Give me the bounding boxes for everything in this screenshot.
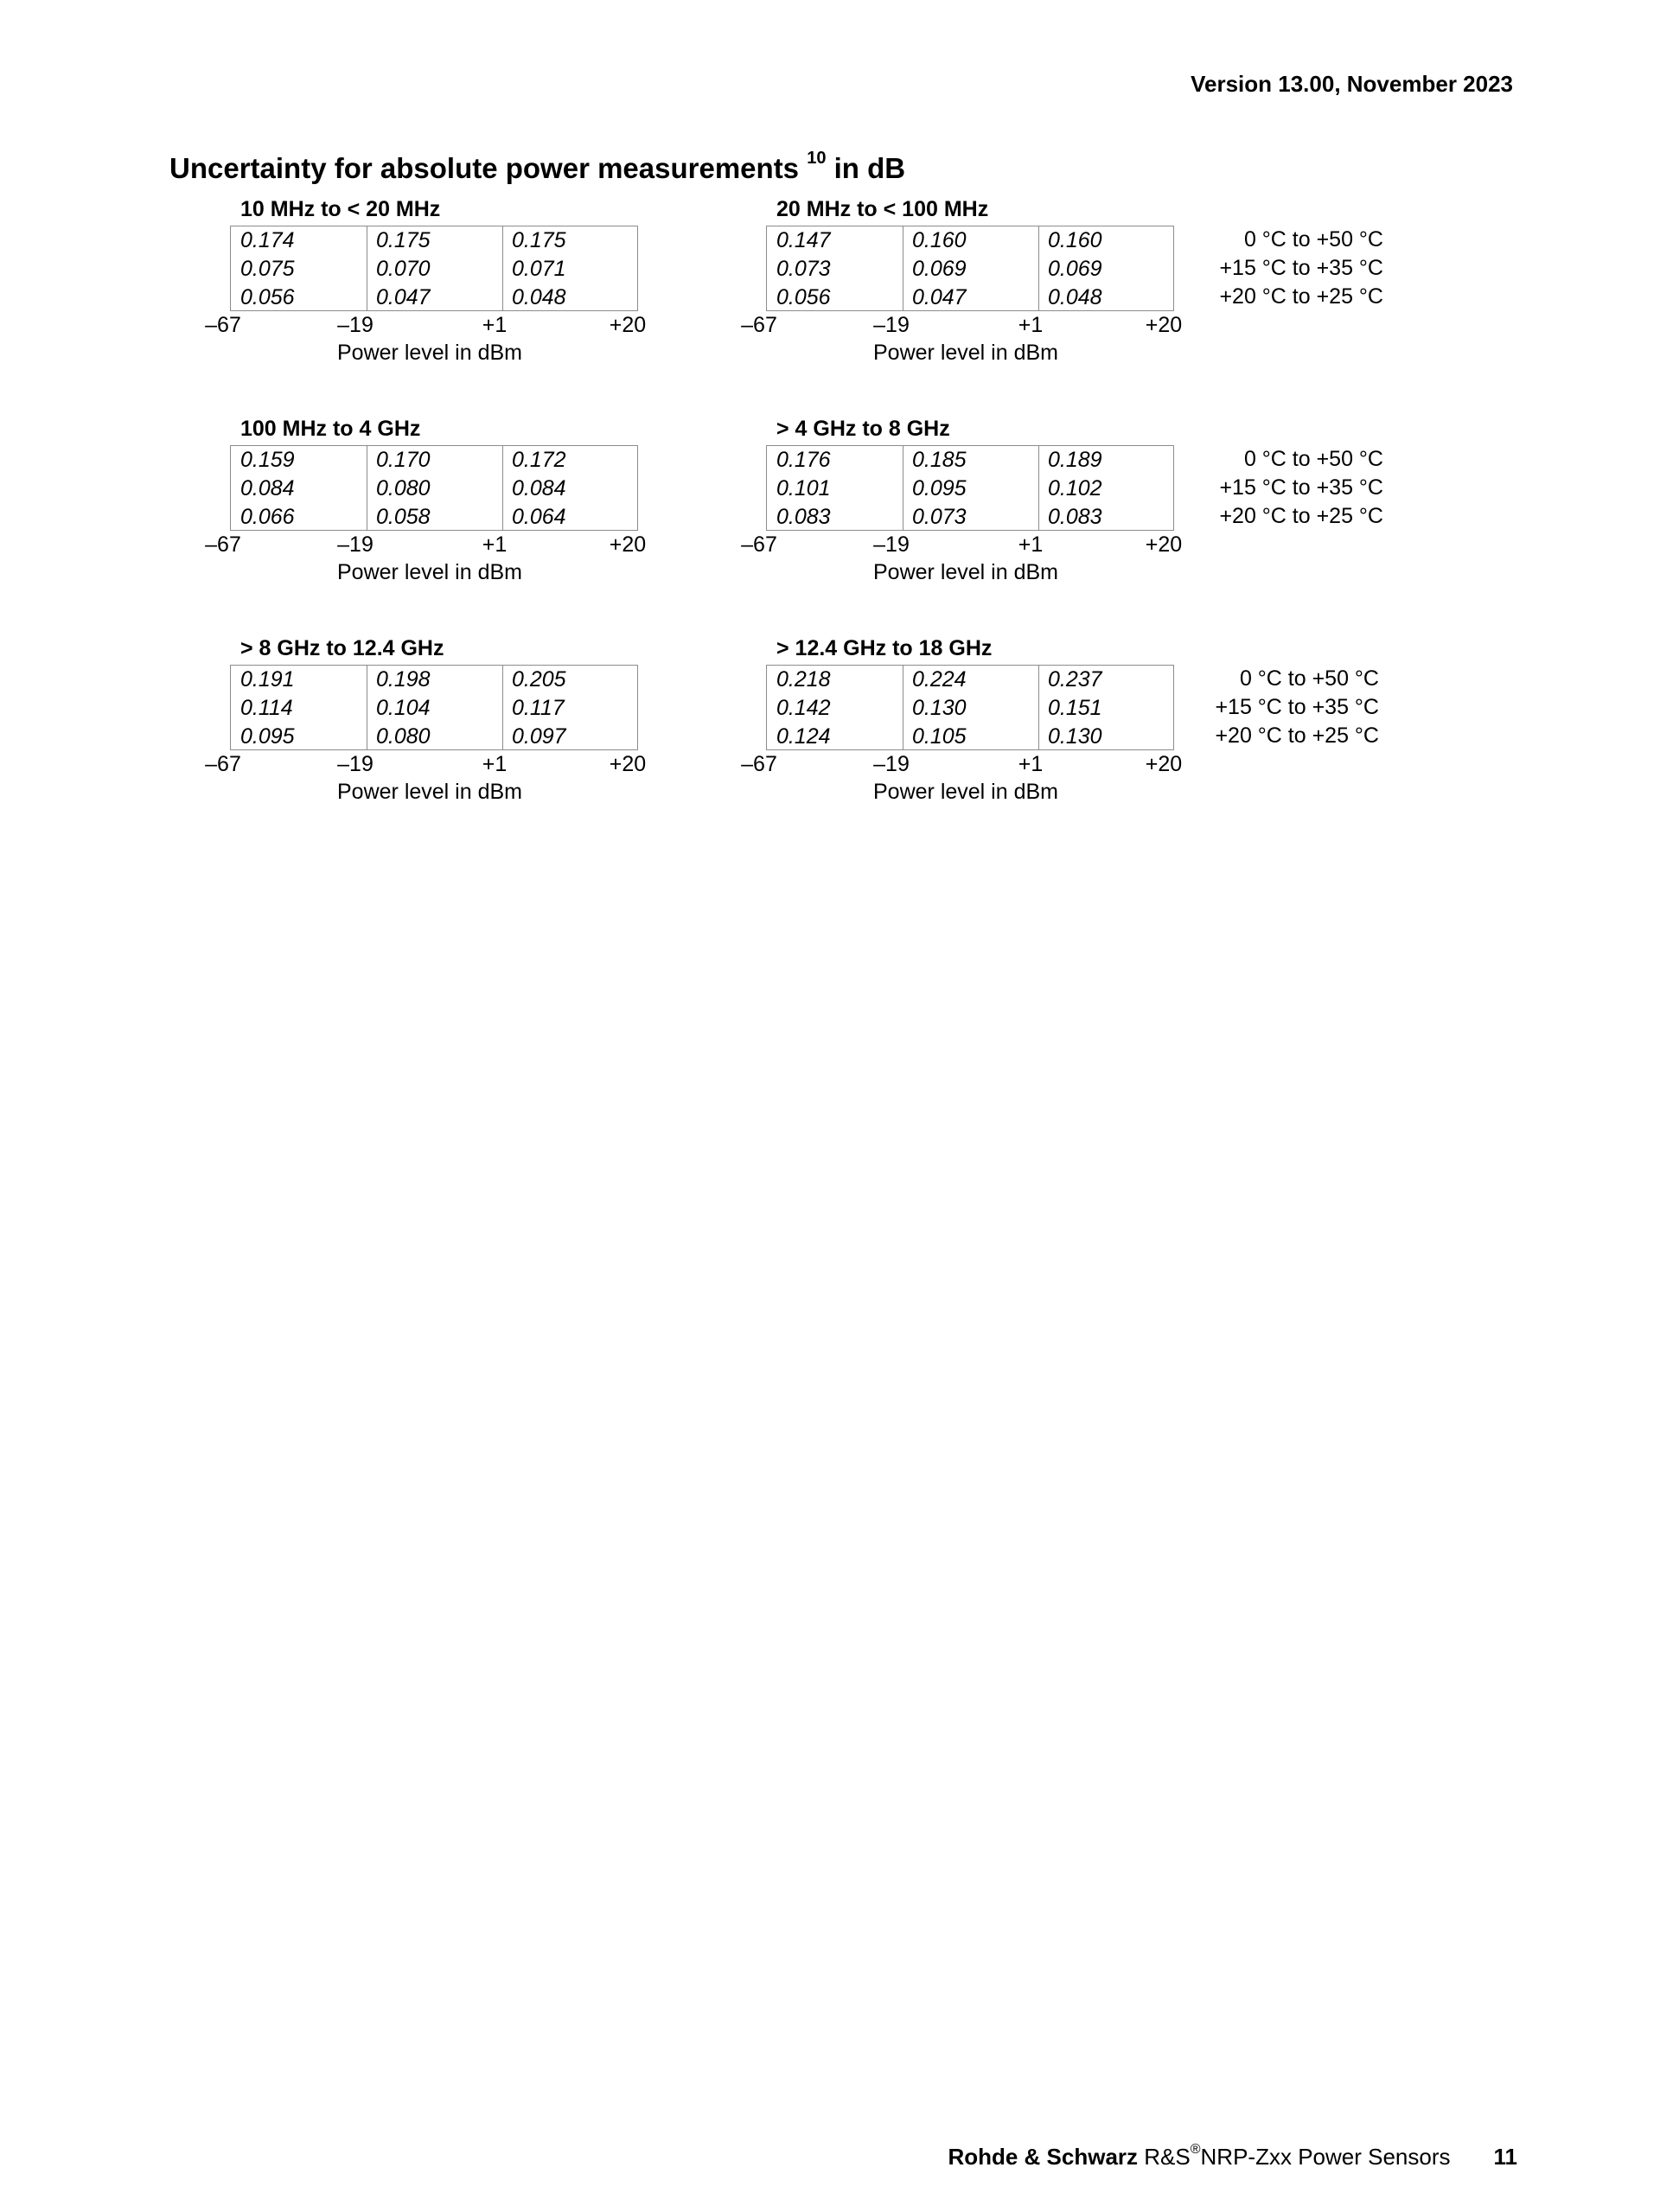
- uncertainty-value: 0.047: [912, 285, 967, 309]
- uncertainty-value: 0.130: [912, 696, 967, 720]
- uncertainty-value: 0.205: [512, 667, 566, 692]
- uncertainty-value: 0.080: [376, 476, 431, 500]
- uncertainty-value: 0.160: [912, 228, 967, 252]
- frequency-range-label: 10 MHz to < 20 MHz: [240, 197, 441, 221]
- power-level-tick: +1: [1018, 532, 1044, 557]
- power-level-tick: –19: [337, 752, 374, 776]
- uncertainty-value: 0.104: [376, 696, 431, 720]
- uncertainty-value: 0.175: [512, 228, 566, 252]
- uncertainty-value: 0.105: [912, 724, 967, 749]
- uncertainty-value: 0.124: [776, 724, 831, 749]
- temperature-range: 0 °C to +50 °C: [1243, 447, 1383, 471]
- grid-divider: [1038, 446, 1039, 530]
- uncertainty-value: 0.189: [1048, 448, 1102, 472]
- uncertainty-value: 0.151: [1048, 696, 1102, 720]
- power-level-tick: –67: [741, 313, 777, 337]
- uncertainty-value: 0.172: [512, 448, 566, 472]
- axis-label: Power level in dBm: [337, 780, 522, 804]
- temperature-range-labels: [1176, 445, 1383, 531]
- frequency-range-label: > 4 GHz to 8 GHz: [776, 417, 950, 441]
- uncertainty-grid: [766, 226, 1174, 311]
- page-number: 11: [1493, 2144, 1517, 2170]
- power-level-tick: –19: [337, 313, 374, 337]
- uncertainty-value: 0.147: [776, 228, 831, 252]
- uncertainty-value: 0.056: [776, 285, 831, 309]
- uncertainty-value: 0.066: [240, 505, 295, 529]
- uncertainty-value: 0.069: [1048, 257, 1102, 281]
- uncertainty-value: 0.185: [912, 448, 967, 472]
- uncertainty-value: 0.175: [376, 228, 431, 252]
- uncertainty-value: 0.083: [1048, 505, 1102, 529]
- power-level-tick: –19: [873, 313, 910, 337]
- power-level-tick: –19: [873, 532, 910, 557]
- uncertainty-value: 0.101: [776, 476, 831, 500]
- uncertainty-grid: [230, 226, 638, 311]
- section-title-text: Uncertainty for absolute power measurements: [169, 152, 800, 184]
- uncertainty-value: 0.174: [240, 228, 295, 252]
- power-level-tick: –67: [205, 313, 241, 337]
- temperature-range: 0 °C to +50 °C: [1239, 666, 1379, 691]
- footer-product-prefix: R&S: [1144, 2144, 1191, 2170]
- uncertainty-value: 0.191: [240, 667, 295, 692]
- power-level-tick: +1: [1018, 752, 1044, 776]
- uncertainty-value: 0.073: [912, 505, 967, 529]
- temperature-range: +15 °C to +35 °C: [1219, 475, 1383, 500]
- temperature-range-labels: [1172, 665, 1379, 750]
- uncertainty-value: 0.237: [1048, 667, 1102, 692]
- power-level-tick: +20: [609, 532, 647, 557]
- uncertainty-value: 0.095: [912, 476, 967, 500]
- uncertainty-value: 0.084: [512, 476, 566, 500]
- uncertainty-grid: [766, 665, 1174, 750]
- uncertainty-value: 0.083: [776, 505, 831, 529]
- power-level-tick: +1: [482, 532, 508, 557]
- power-level-tick: +20: [609, 313, 647, 337]
- axis-label: Power level in dBm: [337, 341, 522, 365]
- uncertainty-value: 0.160: [1048, 228, 1102, 252]
- uncertainty-value: 0.102: [1048, 476, 1102, 500]
- power-level-tick: –67: [741, 532, 777, 557]
- uncertainty-grid: [230, 665, 638, 750]
- grid-divider: [1038, 666, 1039, 749]
- power-level-tick: –67: [205, 532, 241, 557]
- page-footer: [948, 2144, 1517, 2171]
- uncertainty-value: 0.075: [240, 257, 295, 281]
- uncertainty-value: 0.056: [240, 285, 295, 309]
- uncertainty-value: 0.070: [376, 257, 431, 281]
- temperature-range: +20 °C to +25 °C: [1219, 504, 1383, 528]
- power-level-tick: –19: [873, 752, 910, 776]
- temperature-range: +20 °C to +25 °C: [1215, 724, 1379, 748]
- frequency-range-label: 20 MHz to < 100 MHz: [776, 197, 989, 221]
- uncertainty-value: 0.176: [776, 448, 831, 472]
- uncertainty-value: 0.142: [776, 696, 831, 720]
- power-level-tick: +1: [482, 752, 508, 776]
- uncertainty-value: 0.170: [376, 448, 431, 472]
- power-level-tick: +20: [1145, 752, 1183, 776]
- temperature-range: +20 °C to +25 °C: [1219, 284, 1383, 309]
- power-level-tick: +1: [482, 313, 508, 337]
- uncertainty-value: 0.159: [240, 448, 295, 472]
- temperature-range-labels: [1176, 226, 1383, 311]
- power-level-tick: –19: [337, 532, 374, 557]
- uncertainty-value: 0.048: [512, 285, 566, 309]
- power-level-tick: +1: [1018, 313, 1044, 337]
- footnote-marker: 10: [807, 149, 827, 168]
- power-level-tick: –67: [205, 752, 241, 776]
- document-version: Version 13.00, November 2023: [1191, 71, 1513, 97]
- uncertainty-value: 0.224: [912, 667, 967, 692]
- uncertainty-value: 0.058: [376, 505, 431, 529]
- uncertainty-value: 0.064: [512, 505, 566, 529]
- temperature-range: +15 °C to +35 °C: [1215, 695, 1379, 719]
- axis-label: Power level in dBm: [873, 780, 1058, 804]
- uncertainty-value: 0.048: [1048, 285, 1102, 309]
- uncertainty-value: 0.130: [1048, 724, 1102, 749]
- section-title-unit: in dB: [833, 152, 906, 184]
- grid-divider: [502, 446, 503, 530]
- power-level-tick: +20: [609, 752, 647, 776]
- uncertainty-value: 0.084: [240, 476, 295, 500]
- uncertainty-value: 0.069: [912, 257, 967, 281]
- grid-divider: [502, 666, 503, 749]
- section-title: [169, 149, 906, 185]
- power-level-tick: –67: [741, 752, 777, 776]
- uncertainty-value: 0.198: [376, 667, 431, 692]
- axis-label: Power level in dBm: [873, 560, 1058, 584]
- grid-divider: [502, 226, 503, 310]
- axis-label: Power level in dBm: [873, 341, 1058, 365]
- registered-mark: ®: [1190, 2142, 1201, 2157]
- frequency-range-label: > 8 GHz to 12.4 GHz: [240, 636, 444, 660]
- footer-company: Rohde & Schwarz: [948, 2144, 1139, 2170]
- uncertainty-value: 0.071: [512, 257, 566, 281]
- uncertainty-value: 0.097: [512, 724, 566, 749]
- uncertainty-value: 0.073: [776, 257, 831, 281]
- axis-label: Power level in dBm: [337, 560, 522, 584]
- uncertainty-value: 0.080: [376, 724, 431, 749]
- footer-product: NRP-Zxx Power Sensors: [1200, 2144, 1451, 2170]
- uncertainty-value: 0.117: [512, 696, 565, 720]
- grid-divider: [1038, 226, 1039, 310]
- frequency-range-label: > 12.4 GHz to 18 GHz: [776, 636, 993, 660]
- frequency-range-label: 100 MHz to 4 GHz: [240, 417, 421, 441]
- temperature-range: 0 °C to +50 °C: [1243, 227, 1383, 252]
- uncertainty-value: 0.047: [376, 285, 431, 309]
- uncertainty-value: 0.095: [240, 724, 295, 749]
- uncertainty-grid: [230, 445, 638, 531]
- uncertainty-grid: [766, 445, 1174, 531]
- uncertainty-value: 0.114: [240, 696, 293, 720]
- uncertainty-value: 0.218: [776, 667, 831, 692]
- power-level-tick: +20: [1145, 532, 1183, 557]
- temperature-range: +15 °C to +35 °C: [1219, 256, 1383, 280]
- power-level-tick: +20: [1145, 313, 1183, 337]
